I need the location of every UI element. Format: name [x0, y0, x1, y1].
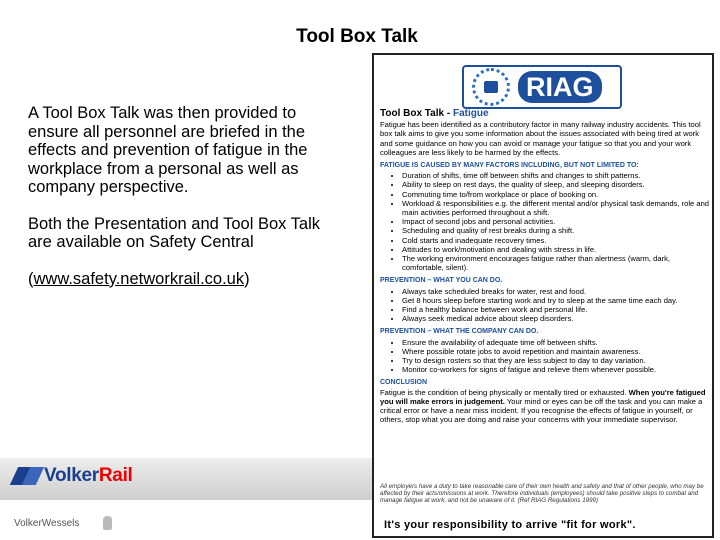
document-intro: Fatigue has been identified as a contributory factor in many railway industry accidents. This tool box talk aims to give you some information about the issues associated with being tired at work and some guidance on how you can avoid or manage your fatigue so that you and your work colleagues are less likely to be harmed by the effects. — [380, 120, 701, 157]
list-item: • Try to design rosters so that they are less subject to day to day variation. — [402, 356, 710, 365]
riag-wordmark: RIAG — [518, 71, 602, 103]
link-prefix: ( — [28, 269, 34, 288]
list-item: • The working environment encourages fatigue rather than alertness (warm, dark, comfortable, silent). — [402, 254, 710, 272]
list-item: • Commuting time to/from workplace or place of booking on. — [402, 190, 710, 199]
volkerrail-part1: Volker — [44, 465, 99, 486]
volkerwessels-icon — [103, 516, 112, 530]
list-item: • Impact of second jobs and personal activities. — [402, 217, 710, 226]
document-footer-tagline: It's your responsibility to arrive "fit for work". — [384, 519, 636, 531]
list-item: • Duration of shifts, time off between shifts and changes to shift patterns. — [402, 171, 710, 180]
volkerrail-logo — [12, 465, 133, 487]
volkerrail-mark-icon — [12, 467, 40, 485]
list-item: • Monitor co-workers for signs of fatigue and relieve them whenever possible. — [402, 365, 710, 374]
list-item: • Where possible rotate jobs to avoid repetition and maintain awareness. — [402, 347, 710, 356]
document-footer-note: All employers have a duty to take reasonable care of their own health and safety and that of other people, who may be affected by their acts/omissions at work. Therefore individuals (employees) should take positive steps to combat and manage fatigue at work, and not be unaware of it. (Ref RIAG Regulations 1999) — [380, 483, 704, 505]
conclusion-text — [380, 388, 710, 425]
volkerrail-wordmark — [44, 465, 133, 487]
section-company-prevention-title: PREVENTION – WHAT THE COMPANY CAN DO. — [380, 328, 539, 336]
document-heading — [380, 109, 710, 118]
list-item: • Scheduling and quality of rest breaks during a shift. — [402, 226, 710, 235]
conclusion-sentence: If you recognise the effects of fatigue in yourself, or others, stop what you are doing and raise your concerns with your immediate supervisor. — [380, 406, 693, 425]
list-item: • Cold starts and inadequate recovery times. — [402, 236, 710, 245]
list-item: • Always take scheduled breaks for water, rest and food. — [402, 287, 710, 296]
list-item: • Find a healthy balance between work and personal life. — [402, 305, 710, 314]
section-causes-title: FATIGUE IS CAUSED BY MANY FACTORS INCLUDING, BUT NOT LIMITED TO: — [380, 162, 639, 170]
document-content — [380, 109, 710, 425]
conclusion-emphasis: When you're fatigued you will make errors in judgement. — [380, 387, 706, 406]
slide-body — [28, 104, 348, 306]
volkerwessels-text: VolkerWessels — [14, 517, 80, 529]
section-company-prevention-list — [380, 338, 710, 375]
volkerwessels-logo — [14, 516, 112, 530]
list-item: • Workload & responsibilities e.g. the different mental and/or physical task demands, role and main activities performed throughout a shift. — [402, 199, 710, 217]
toolbox-talk-document — [372, 53, 714, 538]
paragraph-toolbox-talk: A Tool Box Talk was then provided to ensure all personnel are briefed in the effects and prevention of fatigue in the workplace from a personal as well as company perspective. — [28, 104, 308, 196]
riag-logo — [462, 65, 622, 109]
section-conclusion-title: CONCLUSION — [380, 379, 428, 387]
volkerrail-part2: Rail — [98, 465, 133, 486]
document-heading-prefix: Tool Box Talk - — [380, 108, 453, 119]
list-item: • Ensure the availability of adequate time off between shifts. — [402, 338, 710, 347]
list-item: • Attitudes to work/motivation and dealing with stress in life. — [402, 245, 710, 254]
section-causes-list — [380, 171, 710, 272]
slide-title-text: Tool Box Talk — [296, 26, 418, 47]
conclusion-sentence: Fatigue is the condition of being physically or mentally tired or exhausted. — [380, 387, 627, 397]
paragraph-availability: Both the Presentation and Tool Box Talk are available on Safety Central — [28, 214, 321, 251]
link-line — [28, 270, 348, 289]
section-personal-prevention-title: PREVENTION – WHAT YOU CAN DO. — [380, 277, 503, 285]
slide-title — [0, 26, 720, 48]
list-item: • Ability to sleep on rest days, the quality of sleep, and sleeping disorders. — [402, 180, 710, 189]
list-item: • Always seek medical advice about sleep disorders. — [402, 314, 710, 323]
section-personal-prevention-list — [380, 287, 710, 324]
list-item: • Get 8 hours sleep before starting work and try to sleep at the same time each day. — [402, 296, 710, 305]
conclusion-sentence: Your mind or eyes can be off the task and you can make a critical error or have a near miss incident. — [380, 396, 703, 416]
riag-globe-icon — [472, 68, 510, 106]
link-suffix: ) — [244, 269, 250, 288]
safety-central-link[interactable]: www.safety.networkrail.co.uk — [33, 269, 245, 288]
document-heading-topic: Fatigue — [452, 108, 489, 119]
